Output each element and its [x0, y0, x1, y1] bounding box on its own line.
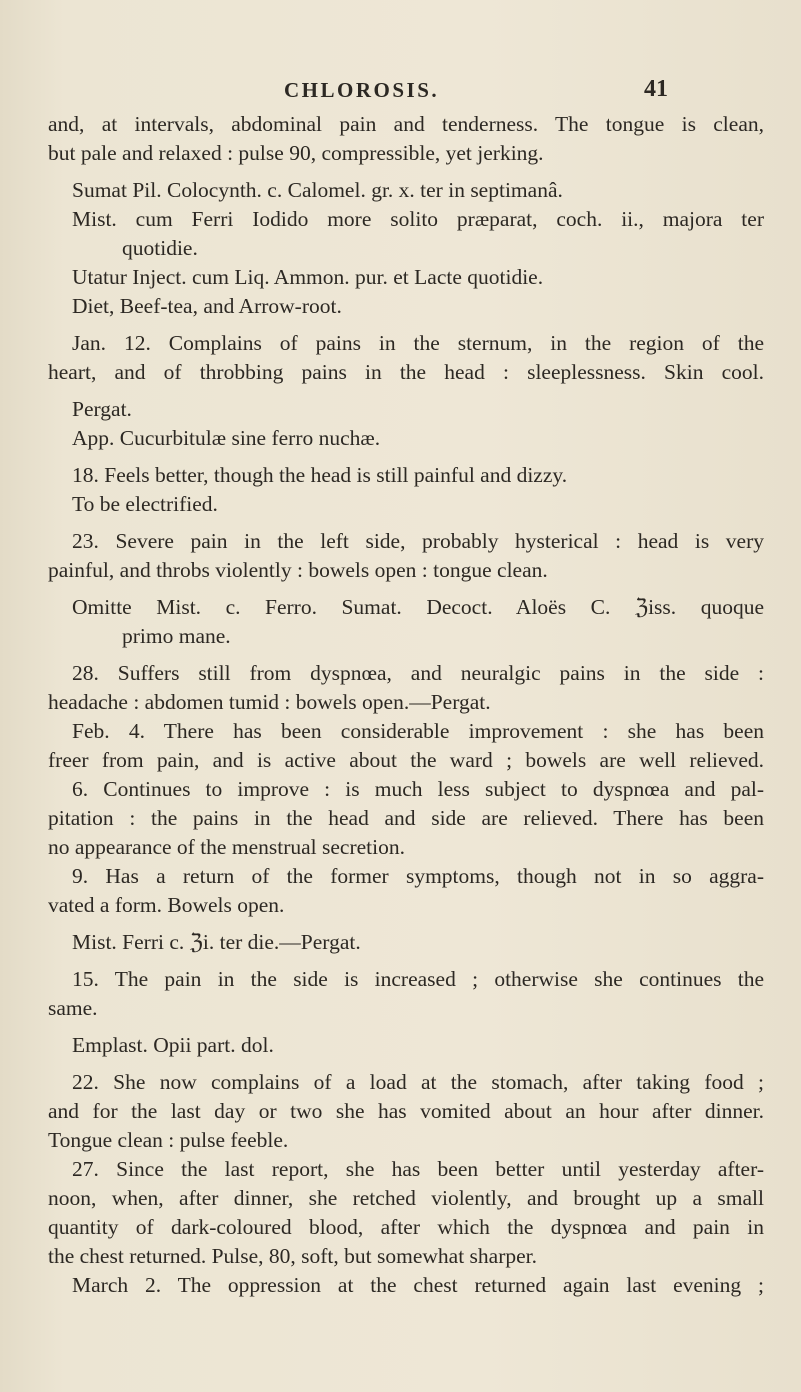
- case-entry-line: vated a form. Bowels open.: [48, 893, 285, 917]
- running-title: CHLOROSIS.: [284, 78, 440, 102]
- prescription-line: primo mane.: [122, 624, 231, 648]
- case-entry-line: same.: [48, 996, 98, 1020]
- case-entry-line: the chest returned. Pulse, 80, soft, but somewhat sharper.: [48, 1244, 538, 1268]
- case-entry-line: painful, and throbs violently : bowels open : tongue clean.: [48, 558, 548, 582]
- prescription-line: Utatur Inject. cum Liq. Ammon. pur. et Lacte quotidie.: [72, 265, 544, 289]
- case-entry-line: March 2. The oppression at the chest returned again last evening ;: [72, 1273, 764, 1297]
- case-entry-line: 23. Severe pain in the left side, probably hysterical : head is very: [72, 529, 764, 553]
- case-entry-line: headache : abdomen tumid : bowels open.—Pergat.: [48, 690, 491, 714]
- case-entry-line: 6. Continues to improve : is much less subject to dyspnœa and pal-: [72, 777, 764, 801]
- case-entry-line: 27. Since the last report, she has been better until yesterday after-: [72, 1157, 764, 1181]
- case-entry-line: freer from pain, and is active about the ward ; bowels are well relieved.: [48, 748, 764, 772]
- text-line: but pale and relaxed : pulse 90, compressible, yet jerking.: [48, 141, 544, 165]
- case-entry-line: Tongue clean : pulse feeble.: [48, 1128, 289, 1152]
- body-text: [48, 110, 764, 1300]
- prescription-line: App. Cucurbitulæ sine ferro nuchæ.: [72, 426, 381, 450]
- prescription-line: Emplast. Opii part. dol.: [72, 1033, 274, 1057]
- case-entry-line: quantity of dark-coloured blood, after which the dyspnœa and pain in: [48, 1215, 764, 1239]
- case-entry-line: and for the last day or two she has vomited about an hour after dinner.: [48, 1099, 764, 1123]
- prescription-line: Pergat.: [72, 397, 132, 421]
- case-entry-line: Jan. 12. Complains of pains in the sternum, in the region of the: [72, 331, 764, 355]
- prescription-line: Mist. cum Ferri Iodido more solito præparat, coch. ii., majora ter: [72, 207, 764, 231]
- case-entry-line: 28. Suffers still from dyspnœa, and neuralgic pains in the side :: [72, 661, 764, 685]
- case-entry-line: 15. The pain in the side is increased ; otherwise she continues the: [72, 967, 764, 991]
- page-number: 41: [644, 76, 668, 102]
- text-line: and, at intervals, abdominal pain and tenderness. The tongue is clean,: [48, 112, 764, 136]
- running-head: [0, 78, 801, 108]
- case-entry-line: pitation : the pains in the head and side are relieved. There has been: [48, 806, 764, 830]
- prescription-line: Diet, Beef-tea, and Arrow-root.: [72, 294, 342, 318]
- case-entry-line: 18. Feels better, though the head is still painful and dizzy.: [72, 463, 568, 487]
- prescription-line: Mist. Ferri c. ℨi. ter die.—Pergat.: [72, 930, 361, 954]
- prescription-line: To be electrified.: [72, 492, 218, 516]
- case-entry-line: Feb. 4. There has been considerable improvement : she has been: [72, 719, 764, 743]
- prescription-line: quotidie.: [122, 236, 198, 260]
- case-entry-line: no appearance of the menstrual secretion.: [48, 835, 405, 859]
- case-entry-line: heart, and of throbbing pains in the head : sleeplessness. Skin cool.: [48, 360, 764, 384]
- prescription-line: Omitte Mist. c. Ferro. Sumat. Decoct. Aloës C. ℨiss. quoque: [72, 595, 764, 619]
- prescription-line: Sumat Pil. Colocynth. c. Calomel. gr. x. ter in septimanâ.: [72, 178, 563, 202]
- case-entry-line: 22. She now complains of a load at the stomach, after taking food ;: [72, 1070, 764, 1094]
- case-entry-line: noon, when, after dinner, she retched violently, and brought up a small: [48, 1186, 764, 1210]
- case-entry-line: 9. Has a return of the former symptoms, though not in so aggra-: [72, 864, 764, 888]
